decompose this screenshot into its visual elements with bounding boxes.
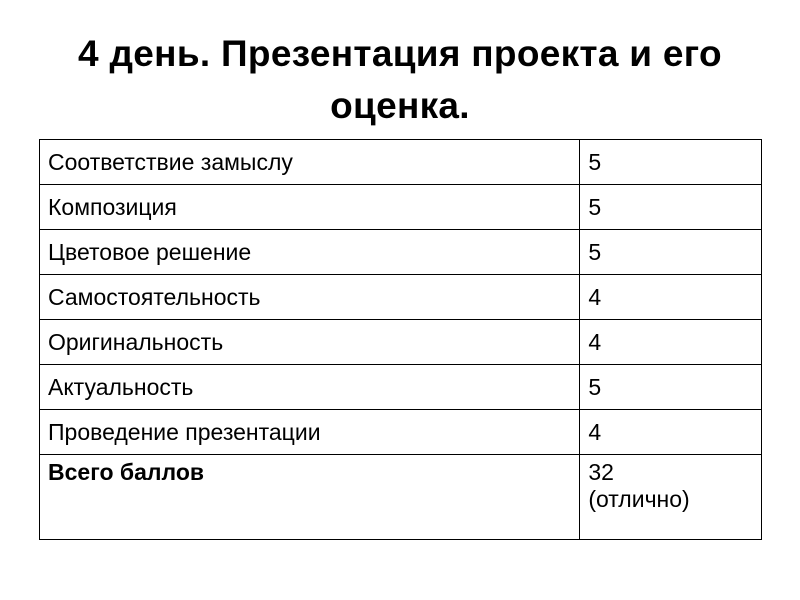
score-cell: 5 <box>580 185 762 230</box>
criterion-cell: Проведение презентации <box>40 410 580 455</box>
total-score: 32 <box>588 459 614 485</box>
table-row <box>40 275 762 320</box>
table-row <box>40 410 762 455</box>
total-grade: (отлично) <box>588 486 690 512</box>
score-cell: 4 <box>580 410 762 455</box>
slide-title: 4 день. Презентация проекта и его оценка. <box>78 33 722 126</box>
score-cell: 5 <box>580 140 762 185</box>
criterion-cell: Актуальность <box>40 365 580 410</box>
score-cell: 5 <box>580 230 762 275</box>
criterion-cell: Соответствие замыслу <box>40 140 580 185</box>
score-table <box>39 139 762 540</box>
total-score-cell <box>580 455 762 540</box>
criterion-cell: Композиция <box>40 185 580 230</box>
total-row <box>40 455 762 540</box>
score-cell: 4 <box>580 275 762 320</box>
table-row <box>40 185 762 230</box>
criterion-cell: Оригинальность <box>40 320 580 365</box>
table-row <box>40 320 762 365</box>
table-row <box>40 140 762 185</box>
criterion-cell: Цветовое решение <box>40 230 580 275</box>
table-row <box>40 365 762 410</box>
table-row <box>40 230 762 275</box>
criterion-cell: Самостоятельность <box>40 275 580 320</box>
total-label: Всего баллов <box>40 455 580 540</box>
score-cell: 5 <box>580 365 762 410</box>
score-cell: 4 <box>580 320 762 365</box>
